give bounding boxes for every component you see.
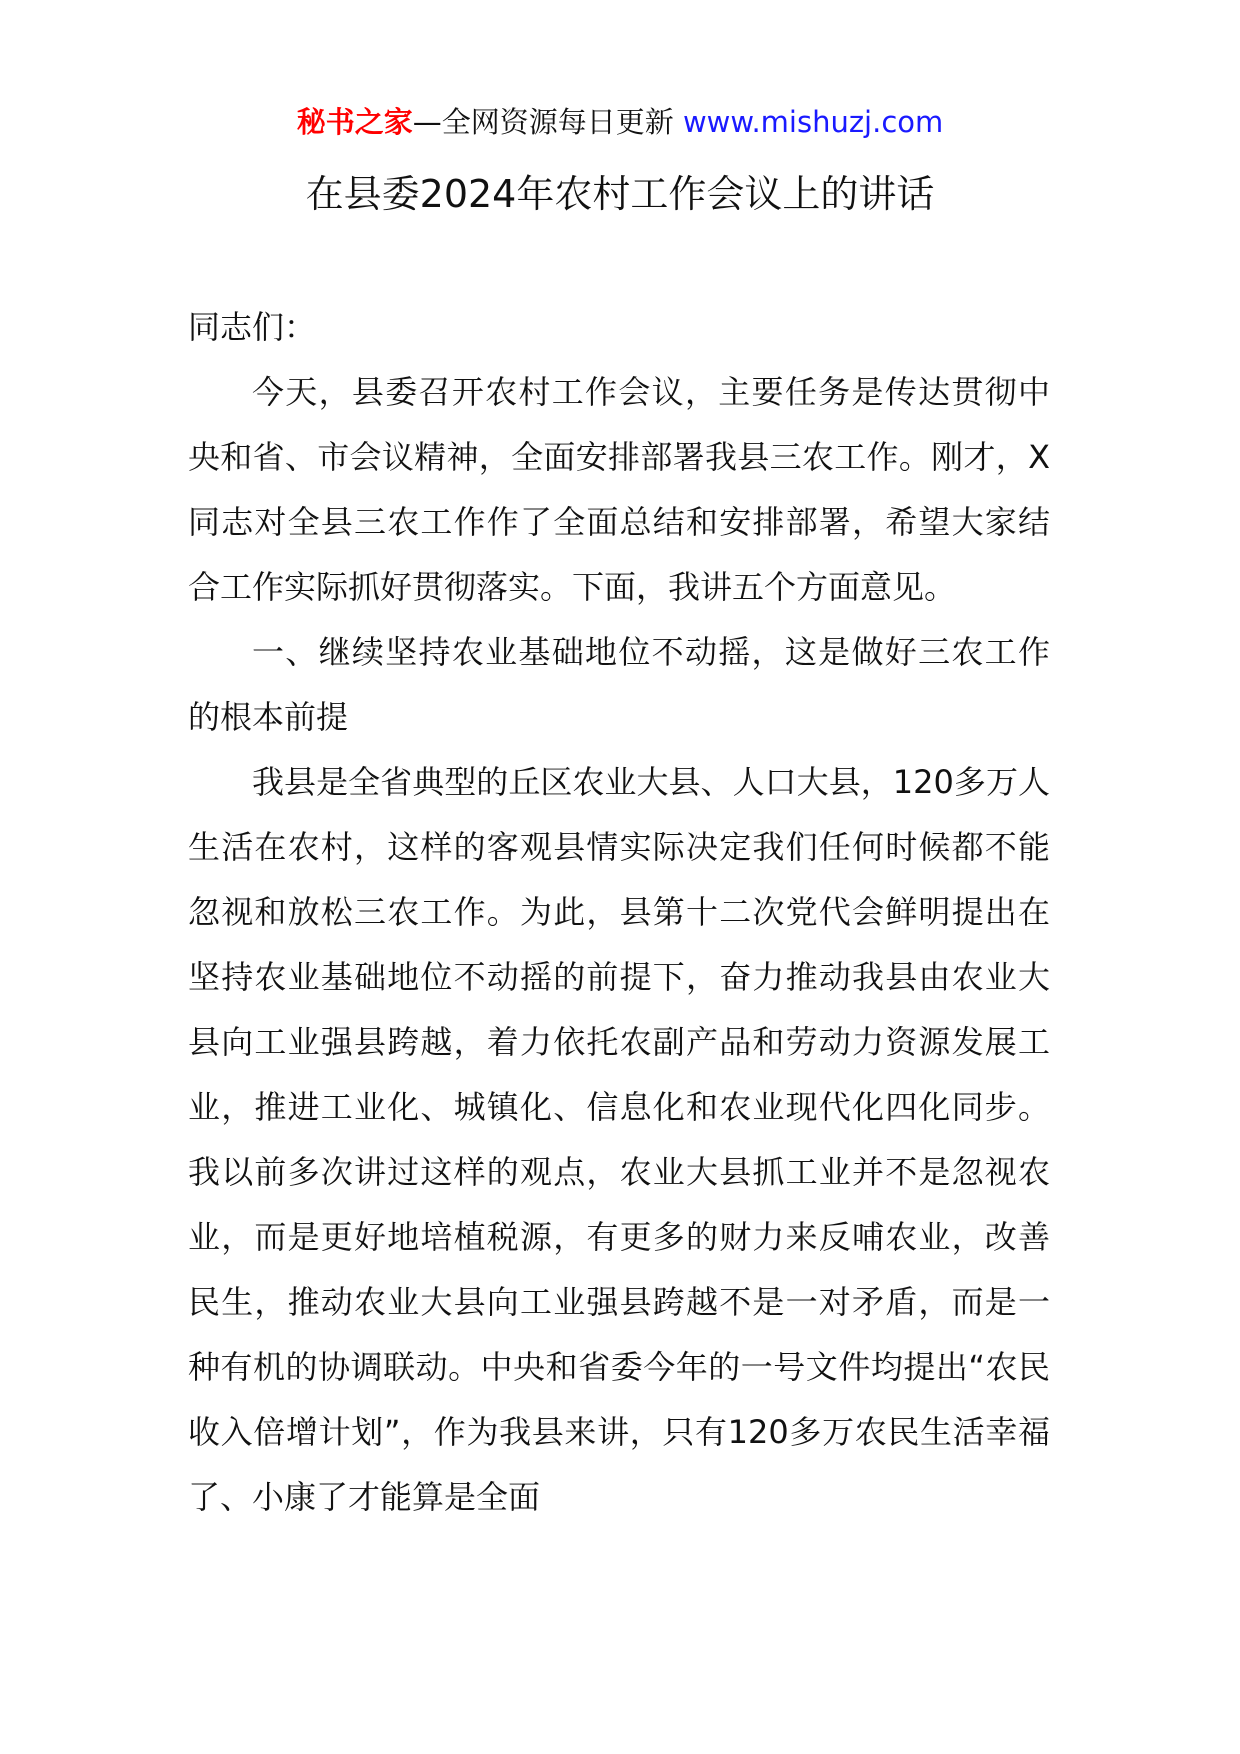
header-slogan: —全网资源每日更新	[412, 105, 674, 139]
site-url-link[interactable]: www.mishuzj.com	[682, 105, 944, 139]
salutation: 同志们：	[188, 308, 317, 346]
section-heading-1: 一、继续坚持农业基础地位不动摇，这是做好三农工作的根本前提	[188, 633, 1050, 736]
brand-name: 秘书之家	[296, 105, 413, 139]
document-title: 在县委2024年农村工作会议上的讲话	[305, 172, 935, 216]
site-header	[0, 100, 1240, 144]
document-body	[188, 295, 1050, 1530]
paragraph-intro: 今天，县委召开农村工作会议，主要任务是传达贯彻中央和省、市会议精神，全面安排部署我县三农工作。刚才，X同志对全县三农工作作了全面总结和安排部署，希望大家结合工作实际抓好贯彻落实。下面，我讲五个方面意见。	[188, 373, 1050, 606]
paragraph-section-1: 我县是全省典型的丘区农业大县、人口大县，120多万人生活在农村，这样的客观县情实际决定我们任何时候都不能忽视和放松三农工作。为此，县第十二次党代会鲜明提出在坚持农业基础地位不动摇的前提下，奋力推动我县由农业大县向工业强县跨越，着力依托农副产品和劳动力资源发展工业，推进工业化、城镇化、信息化和农业现代化四化同步。我以前多次讲过这样的观点，农业大县抓工业并不是忽视农业，而是更好地培植税源，有更多的财力来反哺农业，改善民生，推动农业大县向工业强县跨越不是一对矛盾，而是一种有机的协调联动。中央和省委今年的一号文件均提出“农民收入倍增计划”，作为我县来讲，只有120多万农民生活幸福了、小康了才能算是全面	[188, 763, 1050, 1516]
